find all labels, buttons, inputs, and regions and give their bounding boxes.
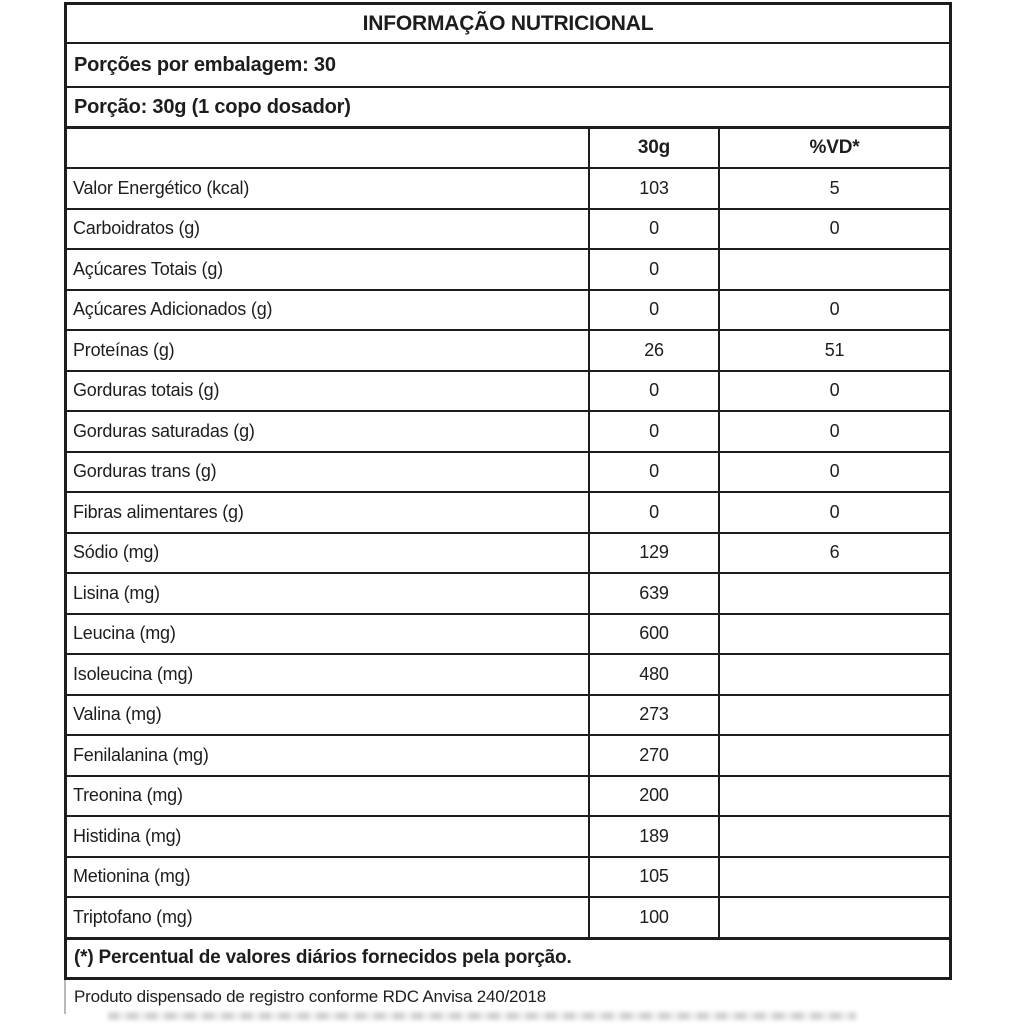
row-label: Metionina (mg): [73, 866, 191, 887]
row-label: Gorduras saturadas (g): [73, 420, 255, 441]
servings-per-package-line: Porções por embalagem: 30: [67, 42, 949, 86]
row-label: Açúcares Totais (g): [73, 258, 223, 279]
row-label: Histidina (mg): [73, 825, 182, 846]
table-row: [67, 856, 949, 897]
table-row: [67, 896, 949, 937]
row-label: Isoleucina (mg): [73, 663, 194, 684]
table-row: [67, 815, 949, 856]
row-amount: 129: [588, 534, 718, 573]
table-row: [67, 532, 949, 573]
row-label: Leucina (mg): [73, 623, 176, 644]
row-dv: 5: [718, 169, 949, 208]
row-amount: 270: [588, 736, 718, 775]
row-label: Açúcares Adicionados (g): [73, 299, 273, 320]
row-dv: 6: [718, 534, 949, 573]
row-dv: 0: [718, 291, 949, 330]
table-row: [67, 167, 949, 208]
table-title: INFORMAÇÃO NUTRICIONAL: [362, 11, 654, 35]
table-row: [67, 572, 949, 613]
row-dv: 0: [718, 493, 949, 532]
row-label: Valina (mg): [73, 704, 162, 725]
column-header-row: [67, 126, 949, 167]
row-label: Sódio (mg): [73, 542, 160, 563]
table-row: [67, 410, 949, 451]
row-amount: 639: [588, 574, 718, 613]
table-row: [67, 370, 949, 411]
row-dv: 0: [718, 210, 949, 249]
row-dv: [718, 250, 949, 289]
row-dv: [718, 655, 949, 694]
cutoff-text-remnant: [108, 1012, 856, 1020]
row-dv: [718, 817, 949, 856]
dv-column-header: %VD*: [718, 129, 949, 167]
table-row: [67, 208, 949, 249]
row-dv: [718, 696, 949, 735]
row-amount: 105: [588, 858, 718, 897]
row-amount: 0: [588, 210, 718, 249]
table-row: [67, 248, 949, 289]
row-amount: 26: [588, 331, 718, 370]
row-amount: 480: [588, 655, 718, 694]
row-amount: 0: [588, 250, 718, 289]
row-amount: 0: [588, 412, 718, 451]
row-dv: 0: [718, 412, 949, 451]
row-label: Fenilalanina (mg): [73, 744, 209, 765]
label-column-header: [67, 129, 588, 167]
row-amount: 103: [588, 169, 718, 208]
row-dv: [718, 898, 949, 937]
row-amount: 189: [588, 817, 718, 856]
row-amount: 0: [588, 372, 718, 411]
row-dv: [718, 777, 949, 816]
row-label: Fibras alimentares (g): [73, 501, 244, 522]
row-dv: 51: [718, 331, 949, 370]
footnote: (*) Percentual de valores diários fornecidos pela porção.: [67, 937, 949, 977]
row-amount: 200: [588, 777, 718, 816]
row-label: Gorduras trans (g): [73, 461, 217, 482]
table-row: [67, 329, 949, 370]
table-row: [67, 653, 949, 694]
table-row: [67, 451, 949, 492]
row-label: Treonina (mg): [73, 785, 183, 806]
nutrition-table: [64, 2, 952, 980]
row-dv: 0: [718, 453, 949, 492]
table-row: [67, 734, 949, 775]
row-label: Valor Energético (kcal): [73, 177, 250, 198]
table-row: [67, 613, 949, 654]
row-dv: [718, 574, 949, 613]
table-row: [67, 775, 949, 816]
row-label: Triptofano (mg): [73, 906, 193, 927]
row-dv: [718, 858, 949, 897]
data-rows: [67, 167, 949, 937]
row-label: Lisina (mg): [73, 582, 160, 603]
table-row: [67, 491, 949, 532]
portion-line: Porção: 30g (1 copo dosador): [67, 86, 949, 126]
row-dv: [718, 615, 949, 654]
row-amount: 0: [588, 291, 718, 330]
row-dv: [718, 736, 949, 775]
registration-note: Produto dispensado de registro conforme RDC Anvisa 240/2018: [64, 980, 952, 1014]
row-amount: 0: [588, 493, 718, 532]
table-row: [67, 694, 949, 735]
row-amount: 100: [588, 898, 718, 937]
row-amount: 600: [588, 615, 718, 654]
row-amount: 0: [588, 453, 718, 492]
row-amount: 273: [588, 696, 718, 735]
row-dv: 0: [718, 372, 949, 411]
table-row: [67, 289, 949, 330]
row-label: Carboidratos (g): [73, 218, 200, 239]
row-label: Gorduras totais (g): [73, 380, 220, 401]
amount-column-header: 30g: [588, 129, 718, 167]
row-label: Proteínas (g): [73, 339, 175, 360]
